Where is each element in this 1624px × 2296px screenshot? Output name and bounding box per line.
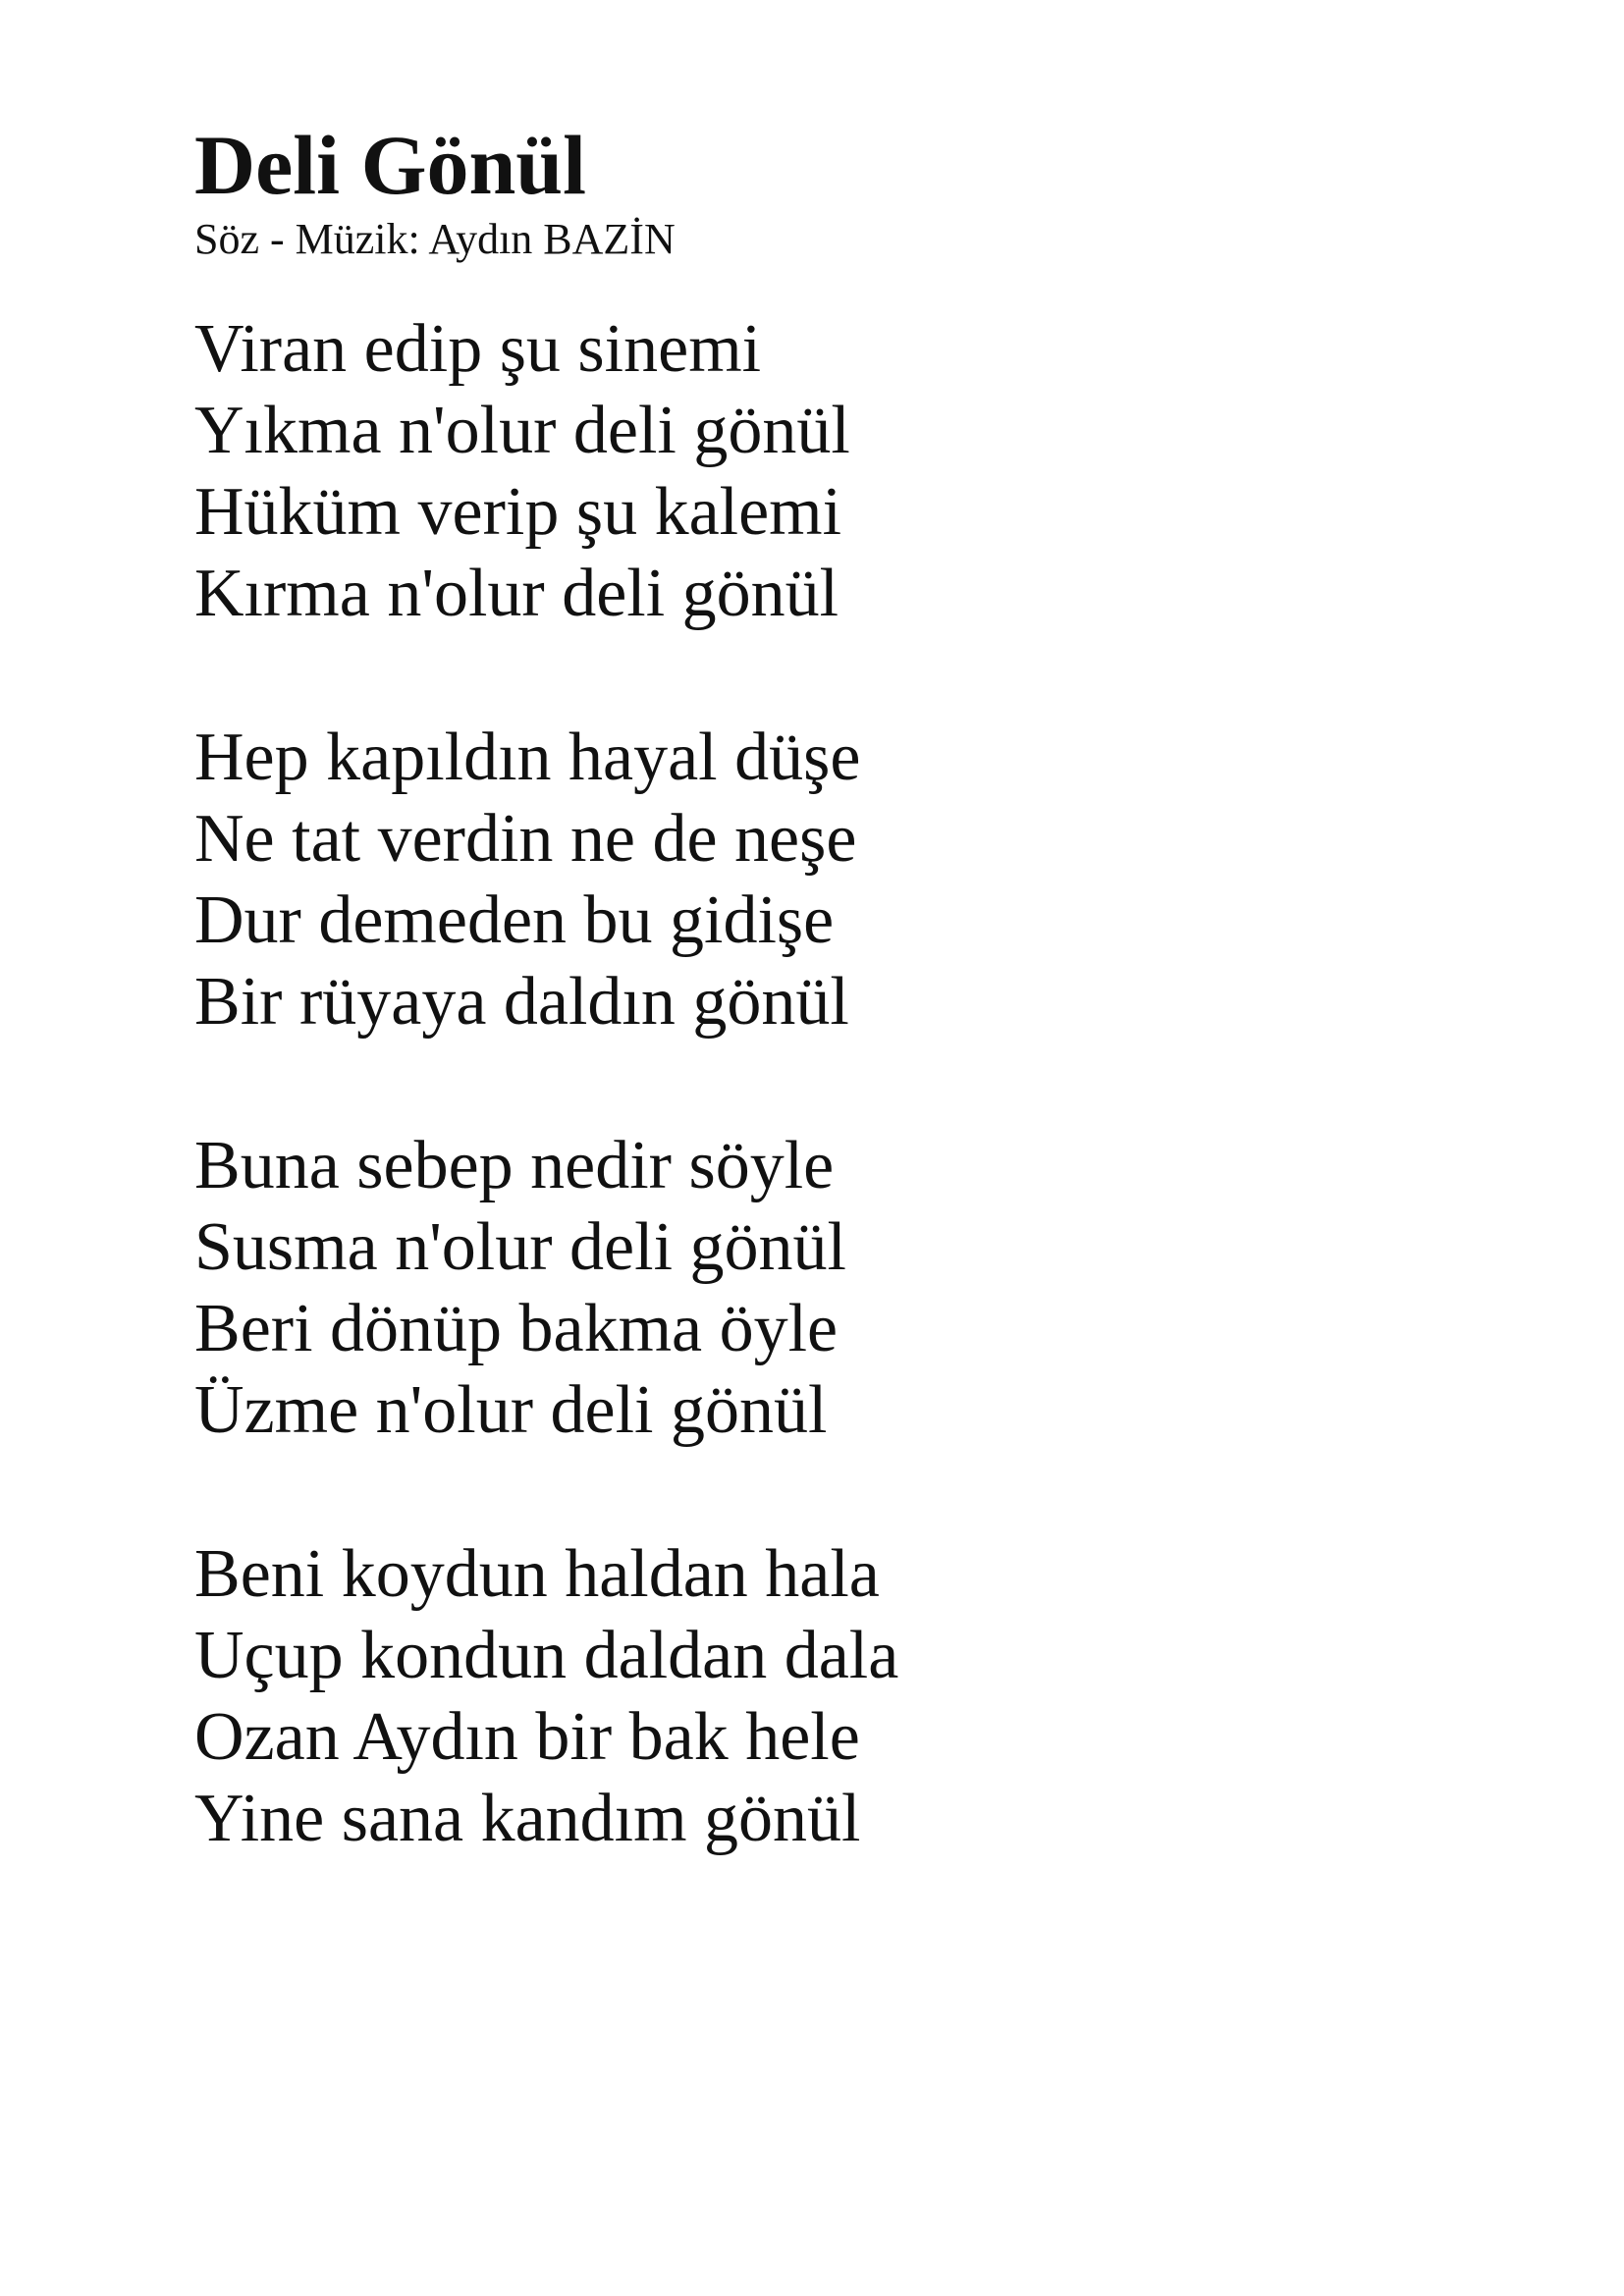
document-credit: Söz - Müzik: Aydın BAZİN [194,215,676,263]
lyric-line: Üzme n'olur deli gönül [194,1372,828,1448]
lyric-line: Dur demeden bu gidişe [194,882,835,958]
lyric-line: Beri dönüp bakma öyle [194,1291,839,1366]
lyric-line: Ne tat verdin ne de neşe [194,801,857,877]
stanza-3 [194,1125,1471,1451]
lyric-line: Ozan Aydın bir bak hele [194,1699,860,1775]
lyric-line: Kırma n'olur deli gönül [194,556,839,631]
lyric-line: Yıkma n'olur deli gönül [194,393,850,468]
stanza-1 [194,308,1471,634]
lyric-line: Hep kapıldın hayal düşe [194,720,861,795]
lyric-line: Hüküm verip şu kalemi [194,474,842,550]
stanza-4 [194,1533,1471,1859]
lyric-line: Viran edip şu sinemi [194,311,762,387]
stanza-2 [194,717,1471,1042]
lyric-line: Susma n'olur deli gönül [194,1209,846,1285]
lyric-line: Yine sana kandım gönül [194,1781,861,1856]
lyric-line: Beni koydun haldan hala [194,1536,880,1612]
document-page [194,116,1471,1942]
lyric-line: Buna sebep nedir söyle [194,1128,835,1203]
document-title: Deli Gönül [194,118,587,212]
lyric-line: Bir rüyaya daldın gönül [194,964,849,1040]
lyric-line: Uçup kondun daldan dala [194,1618,899,1693]
lyrics [194,308,1471,1859]
